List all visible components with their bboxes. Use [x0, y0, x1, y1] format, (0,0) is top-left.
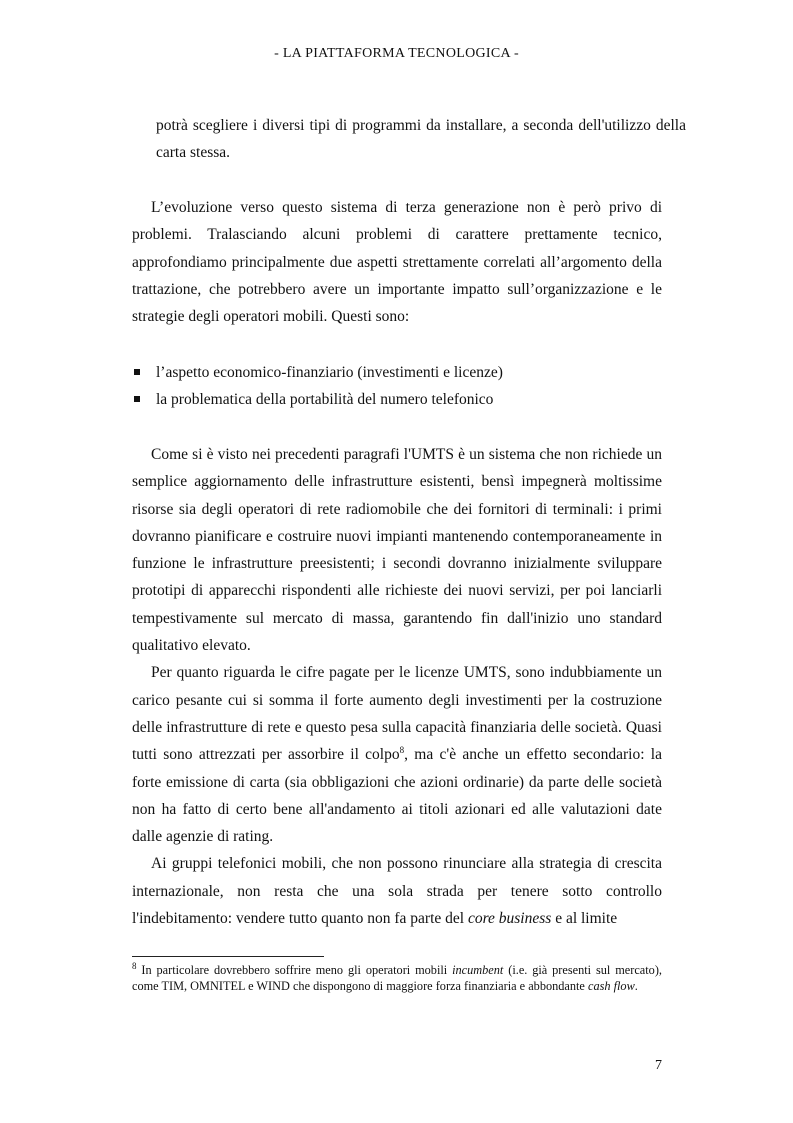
bullet-marker-icon: [134, 396, 140, 402]
paragraph-1: L’evoluzione verso questo sistema di terza generazione non è però privo di problemi. Tralasciando alcuni problemi di carattere prettamente tecnico, approfondiamo principalmente due aspetti strettamente correlati all’argomento della trattazione, che potrebbero avere un importante impatto sull’organizzazione e le strategie degli operatori mobili. Questi sono:: [132, 199, 662, 326]
paragraph-1-block: [132, 194, 662, 330]
paragraph-2: Come si è visto nei precedenti paragrafi l'UMTS è un sistema che non richiede un semplice aggiornamento delle infrastrutture esistenti, bensì impegnerà moltissime risorse sia degli operatori di rete radiomobile che dei fornitori di terminali: i primi dovranno pianificare e costruire nuovi impianti mantenendo contemporaneamente in funzione le infrastrutture preesistenti; i secondi dovranno inizialmente sviluppare prototipi di apparecchi rispondenti alle richieste dei nuovi servizi, per poi lanciarli tempestivamente sul mercato di massa, garantendo fin dall'inizio uno standard qualitativo elevato.: [132, 446, 662, 655]
paragraph-2-block: [132, 441, 662, 932]
running-header: - LA PIATTAFORMA TECNOLOGICA -: [274, 46, 519, 61]
list-item: la problematica della portabilità del numero telefonico: [132, 386, 662, 413]
bullet-list: [132, 359, 662, 414]
footnote: $^8$ In particolare dovrebbero soffrire meno gli operatori mobili incumbent (i.e. già presenti sul mercato), come TIM, OMNITEL e WIND che dispongono di maggiore forza finanziaria e abbondante cash flow.: [132, 960, 662, 993]
page-number: 7: [655, 1058, 662, 1073]
footnote-number: 8: [132, 960, 137, 971]
bullet-marker-icon: [134, 369, 140, 375]
list-item: l’aspetto economico-finanziario (investimenti e licenze): [132, 359, 662, 386]
paragraph-3: Per quanto riguarda le cifre pagate per le licenze UMTS, sono indubbiamente un carico pesante cui si somma il forte aumento degli investimenti per la costruzione delle infrastrutture di rete e questo pesa sulla capacità finanziaria delle società. Quasi tutti sono attrezzati per assorbire il colpo$^8$, ma c'è anche un effetto secondario: la forte emissione di carta (sia obbligazioni che azioni ordinarie) da parte delle società non ha fatto di certo bene all'andamento ai titoli azionari ed alle valutazioni date dalle agenzie di rating.: [132, 664, 662, 846]
footnote-ref: 8: [399, 745, 405, 756]
paragraph-0: potrà scegliere i diversi tipi di programmi da installare, a seconda dell'utilizzo della carta stessa.: [156, 117, 686, 162]
paragraph-4: Ai gruppi telefonici mobili, che non possono rinunciare alla strategia di crescita internazionale, non resta che una sola strada per tenere sotto controllo l'indebitamento: vendere tutto quanto non fa parte del core business e al limite: [132, 855, 662, 928]
footnote-divider: [132, 956, 324, 957]
paragraph-continuation: [132, 112, 686, 167]
